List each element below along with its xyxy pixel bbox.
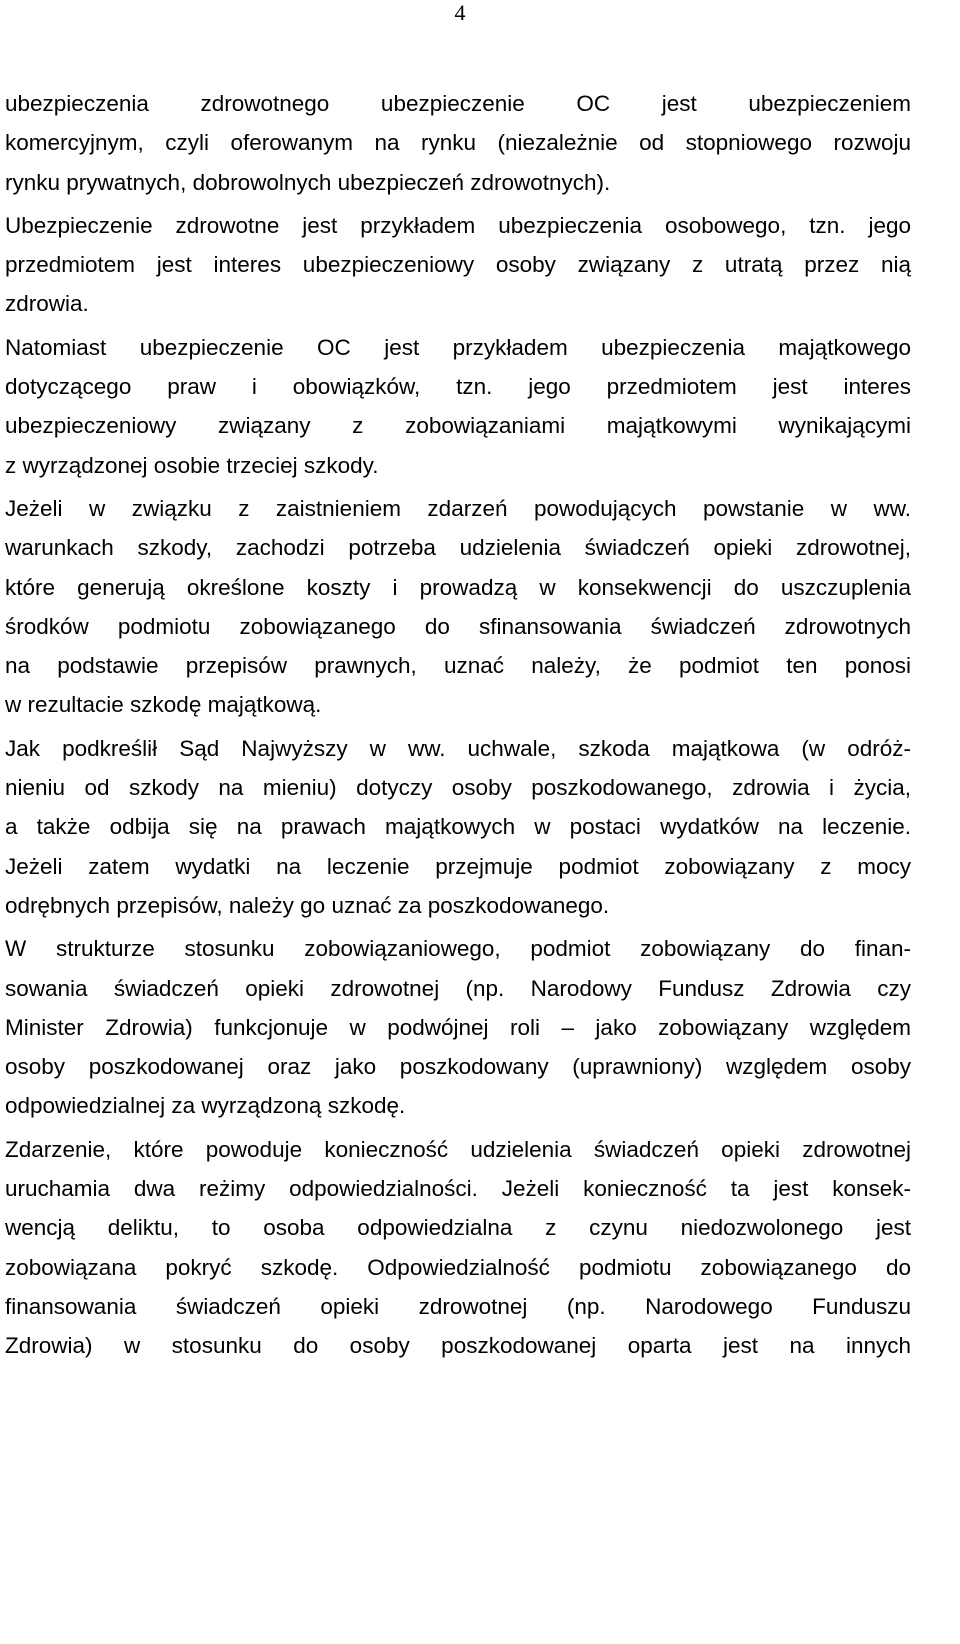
text-line: na podstawie przepisów prawnych, uznać należy, że podmiot ten ponosi (5, 653, 911, 679)
text-line: a także odbija się na prawach majątkowych w postaci wydatków na leczenie. (5, 814, 911, 840)
text-line: uruchamia dwa reżimy odpowiedzialności. Jeżeli konieczność ta jest konsek- (5, 1176, 911, 1202)
text-line: osoby poszkodowanej oraz jako poszkodowany (uprawniony) względem osoby (5, 1054, 911, 1080)
text-line: Jeżeli zatem wydatki na leczenie przejmuje podmiot zobowiązany z mocy (5, 853, 911, 879)
text-line: w rezultacie szkodę majątkową. (5, 692, 322, 718)
text-line: środków podmiotu zobowiązanego do sfinansowania świadczeń zdrowotnych (5, 613, 911, 639)
document-body (5, 84, 911, 1366)
text-line: Jak podkreślił Sąd Najwyższy w ww. uchwale, szkoda majątkowa (w odróż- (5, 735, 911, 761)
text-line: rynku prywatnych, dobrowolnych ubezpieczeń zdrowotnych). (5, 169, 611, 195)
text-line: Ubezpieczenie zdrowotne jest przykładem ubezpieczenia osobowego, tzn. jego (5, 212, 911, 238)
page-number: 4 (454, 0, 466, 25)
text-line: odrębnych przepisów, należy go uznać za poszkodowanego. (5, 892, 610, 918)
paragraph-supreme-court (5, 729, 911, 925)
text-line: wencją deliktu, to osoba odpowiedzialna z czynu niedozwolonego jest (5, 1215, 911, 1241)
text-line: warunkach szkody, zachodzi potrzeba udzielenia świadczeń opieki zdrowotnej, (5, 535, 911, 561)
paragraph-personal-insurance (5, 206, 911, 324)
text-line: nieniu od szkody na mieniu) dotyczy osoby poszkodowanego, zdrowia i życia, (5, 775, 911, 801)
paragraph-liability-regimes (5, 1130, 911, 1366)
paragraph-obligation-structure (5, 929, 911, 1125)
paragraph-damage-conditions (5, 489, 911, 725)
text-line: które generują określone koszty i prowadzą w konsekwencji do uszczuplenia (5, 574, 911, 600)
text-line: ubezpieczenia zdrowotnego ubezpieczenie OC jest ubezpieczeniem (5, 91, 911, 116)
text-line: zobowiązana pokryć szkodę. Odpowiedzialność podmiotu zobowiązanego do (5, 1254, 911, 1280)
paragraph-property-insurance (5, 328, 911, 485)
text-line: Minister Zdrowia) funkcjonuje w podwójnej roli – jako zobowiązany względem (5, 1014, 911, 1040)
text-line: komercyjnym, czyli oferowanym na rynku (niezależnie od stopniowego rozwoju (5, 130, 911, 156)
text-line: dotyczącego praw i obowiązków, tzn. jego przedmiotem jest interes (5, 374, 911, 400)
text-line: zdrowia. (5, 291, 89, 317)
text-line: sowania świadczeń opieki zdrowotnej (np. Narodowy Fundusz Zdrowia czy (5, 975, 911, 1001)
paragraph-continuation (5, 84, 911, 202)
text-line: Zdarzenie, które powoduje konieczność udzielenia świadczeń opieki zdrowotnej (5, 1136, 911, 1162)
text-line: Natomiast ubezpieczenie OC jest przykładem ubezpieczenia majątkowego (5, 334, 911, 360)
text-line: z wyrządzonej osobie trzeciej szkody. (5, 452, 379, 478)
text-line: odpowiedzialnej za wyrządzoną szkodę. (5, 1093, 406, 1119)
text-line: W strukturze stosunku zobowiązaniowego, podmiot zobowiązany do finan- (5, 936, 911, 962)
text-line: przedmiotem jest interes ubezpieczeniowy osoby związany z utratą przez nią (5, 252, 911, 278)
text-line: finansowania świadczeń opieki zdrowotnej (np. Narodowego Funduszu (5, 1293, 911, 1319)
text-line: Zdrowia) w stosunku do osoby poszkodowanej oparta jest na innych (5, 1333, 911, 1359)
text-line: Jeżeli w związku z zaistnieniem zdarzeń powodujących powstanie w ww. (5, 495, 911, 521)
text-line: ubezpieczeniowy związany z zobowiązaniami majątkowymi wynikającymi (5, 413, 911, 439)
